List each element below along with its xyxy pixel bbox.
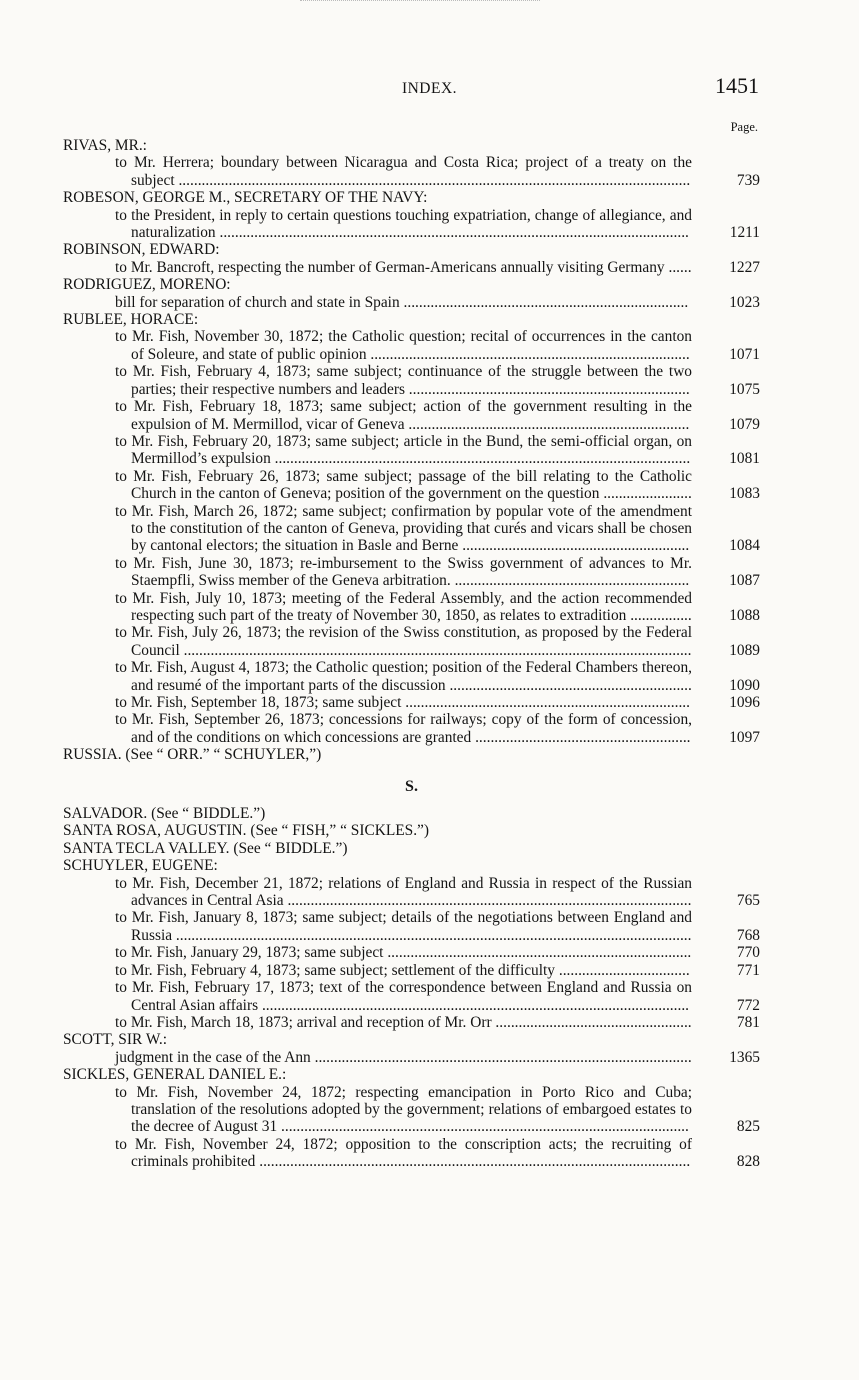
entry-page-number: 1083 — [729, 485, 760, 503]
entry-text-content: to Mr. Fish, February 17, 1873; text of the correspondence between England and Russia on Central Asian affairs — [115, 979, 692, 1014]
index-entry — [115, 468, 760, 503]
index-heading: RUSSIA. (See “ ORR.” “ SCHUYLER,”) — [63, 746, 322, 764]
entry-text-content: to Mr. Fish, January 8, 1873; same subject; details of the negotiations between England and Russia — [115, 909, 692, 944]
entry-page-number: 1079 — [729, 415, 760, 433]
entry-text — [115, 468, 692, 503]
dot-leader: ................ — [630, 606, 692, 624]
dot-leader: .......................................................................................................... — [281, 1118, 689, 1136]
dot-leader: ......................................................................................................... — [287, 892, 692, 910]
entry-text — [115, 154, 692, 189]
entry-page-number: 1227 — [729, 258, 760, 276]
entry-text-content: to Mr. Fish, December 21, 1872; relations of England and Russia in respect of the Russian advances in Central Asia — [115, 874, 692, 910]
entry-text-content: to Mr. Fish, August 4, 1873; the Catholic question; position of the Federal Chambers thereon, and resumé of the important parts of the discussion — [115, 659, 692, 694]
dot-leader: ....................... — [603, 485, 692, 503]
entry-page-number: 772 — [736, 996, 760, 1014]
entry-text — [115, 944, 692, 961]
dot-leader: ..................................................................................................................................... — [178, 171, 691, 189]
entry-text — [115, 363, 692, 398]
entry-page-number: 771 — [736, 961, 760, 979]
page-column-label: Page. — [730, 120, 758, 134]
index-heading: SCHUYLER, EUGENE: — [63, 857, 218, 875]
index-entry — [115, 294, 760, 311]
entry-text — [115, 1084, 692, 1136]
entry-text — [115, 503, 692, 555]
dot-leader: ................................................................................................................ — [259, 1153, 691, 1171]
entry-text — [115, 590, 692, 625]
entry-text-content: to Mr. Fish, February 4, 1873; same subject; continuance of the struggle between the two parties; their respective numbers and leaders — [115, 363, 692, 398]
entry-text — [115, 1049, 692, 1066]
dot-leader: ................................................... — [495, 1013, 692, 1031]
entry-text-content: to Mr. Fish, November 30, 1872; the Catholic question; recital of occurrences in the canton of Soleure, and state of public opinion — [115, 328, 692, 363]
entry-page-number: 765 — [736, 892, 760, 910]
entry-page-number: 828 — [736, 1153, 760, 1171]
entry-page-number: 770 — [736, 944, 760, 962]
index-heading: SALVADOR. (See “ BIDDLE.”) — [63, 805, 266, 823]
entry-text — [115, 259, 692, 276]
index-heading: SCOTT, SIR W.: — [63, 1031, 168, 1049]
entry-text-content: to Mr. Fish, July 26, 1873; the revision of the Swiss constitution, as proposed by the Federal Council — [115, 624, 692, 659]
index-entry — [115, 944, 760, 961]
index-entry — [115, 624, 760, 659]
dot-leader: ............................................................. — [454, 572, 690, 590]
entry-page-number: 1097 — [729, 728, 760, 746]
entry-text-content: to Mr. Fish, June 30, 1873; re-imbursement to the Swiss government of advances to Mr. Staempfli, Swiss member of the Geneva arbitration. — [115, 554, 692, 590]
entry-text-content: to Mr. Fish, February 20, 1873; same subject; article in the Bund, the semi-official organ, on Mermillod’s expulsion — [115, 432, 692, 468]
entry-page-number: 739 — [736, 171, 760, 189]
entry-text-content: to Mr. Fish, March 26, 1872; same subject; confirmation by popular vote of the amendment to the constitution of the canton of Geneva, providing that curés and vicars shall be chosen by cantonal electors; the situation in Basle and Berne — [115, 502, 692, 555]
index-entry — [115, 259, 760, 276]
dot-leader: .......................................................................... — [405, 694, 690, 711]
index-heading: ROBESON, GEORGE M., SECRETARY OF THE NAVY: — [63, 189, 428, 207]
index-entry — [115, 1084, 760, 1136]
entry-page-number: 1211 — [729, 224, 760, 242]
entry-text — [115, 711, 692, 746]
index-entry — [115, 590, 760, 625]
index-heading: RIVAS, MR.: — [63, 137, 147, 154]
dot-leader: ......................................................................... — [408, 380, 690, 398]
running-head-title: INDEX. — [401, 80, 458, 97]
entry-page-number: 1081 — [729, 450, 760, 468]
index-entry — [115, 875, 760, 910]
entry-page-number: 781 — [736, 1013, 760, 1031]
entry-text — [115, 555, 692, 590]
entry-text-content: to Mr. Fish, November 24, 1872; respecting emancipation in Porto Rico and Cuba; translation of the resolutions adopted by the government; relations of embargoed estates to the decree of August 31 — [115, 1083, 692, 1136]
entry-page-number: 1071 — [729, 345, 760, 363]
index-content — [63, 137, 760, 1171]
entry-text — [115, 207, 692, 242]
entry-page-number: 1365 — [729, 1048, 760, 1066]
index-entry — [115, 659, 760, 694]
entry-text-content: to Mr. Herrera; boundary between Nicaragua and Costa Rica; project of a treaty on the subject — [115, 154, 692, 189]
entry-text-content: to the President, in reply to certain questions touching expatriation, change of allegiance, and naturalization — [115, 206, 692, 242]
section-letter: S. — [405, 777, 418, 795]
index-entry — [115, 207, 760, 242]
index-entry — [115, 909, 760, 944]
entry-page-number: 1096 — [729, 694, 760, 711]
index-entry — [115, 154, 760, 189]
dot-leader: .................................................................................................. — [314, 1048, 692, 1066]
dot-leader: ......................................................................... — [408, 415, 690, 433]
index-heading: SANTA TECLA VALLEY. (See “ BIDDLE.”) — [63, 839, 348, 857]
dot-leader: ...................................................................................................................................... — [175, 926, 692, 944]
dot-leader: ............................................................................... — [387, 944, 692, 962]
entry-page-number: 1075 — [729, 380, 760, 398]
index-heading: RUBLEE, HORACE: — [63, 311, 199, 329]
entry-page-number: 1023 — [729, 293, 760, 311]
entry-text — [115, 1014, 692, 1031]
dot-leader: .................................. — [558, 961, 690, 979]
index-heading: ROBINSON, EDWARD: — [63, 241, 220, 259]
entry-text-content: to Mr. Fish, January 29, 1873; same subject — [115, 944, 388, 962]
entry-text — [115, 909, 692, 944]
entry-text — [115, 433, 692, 468]
dot-leader: ........................................................ — [475, 728, 691, 746]
entry-text-content: to Mr. Bancroft, respecting the number of German-Americans annually visiting Germany — [115, 258, 669, 276]
index-entry — [115, 398, 760, 433]
dot-leader: .......................................................................... — [403, 293, 689, 311]
page-number: 1451 — [715, 73, 759, 98]
index-entry — [115, 503, 760, 555]
entry-text-content: to Mr. Fish, September 26, 1873; concessions for railways; copy of the form of concession, and of the conditions on which concessions are granted — [115, 711, 692, 746]
entry-text — [115, 624, 692, 659]
entry-text — [115, 694, 692, 711]
entry-text-content: to Mr. Fish, February 4, 1873; same subject; settlement of the difficulty — [115, 961, 559, 979]
entry-page-number: 1087 — [729, 572, 760, 590]
index-entry — [115, 694, 760, 711]
entry-page-number: 768 — [736, 926, 760, 944]
index-heading: RODRIGUEZ, MORENO: — [63, 276, 231, 294]
index-entry — [115, 979, 760, 1014]
entry-text-content: judgment in the case of the Ann — [115, 1048, 315, 1066]
dot-leader: ........................................................... — [462, 537, 690, 555]
index-entry — [115, 433, 760, 468]
entry-page-number: 1090 — [729, 676, 760, 694]
entry-page-number: 825 — [736, 1118, 760, 1136]
entry-text-content: to Mr. Fish, November 24, 1872; opposition to the conscription acts; the recruiting of criminals prohibited — [115, 1135, 692, 1171]
entry-text-content: to Mr. Fish, March 18, 1873; arrival and reception of Mr. Orr — [115, 1013, 496, 1031]
index-heading: SICKLES, GENERAL DANIEL E.: — [63, 1066, 287, 1084]
index-entry — [115, 328, 760, 363]
entry-text — [115, 398, 692, 433]
entry-text-content: bill for separation of church and state in Spain — [115, 293, 404, 311]
entry-text — [115, 328, 692, 363]
entry-text — [115, 1136, 692, 1171]
entry-text — [115, 659, 692, 694]
scan-artifact-line — [300, 0, 540, 5]
index-entry — [115, 1014, 760, 1031]
dot-leader: ................................................................................... — [370, 345, 690, 363]
entry-text — [115, 294, 692, 311]
entry-text — [115, 962, 692, 979]
entry-text-content: to Mr. Fish, July 10, 1873; meeting of the Federal Assembly, and the action recommended respecting such part of the treaty of November 30, 1850, as relates to extradition — [115, 589, 692, 624]
entry-text-content: to Mr. Fish, February 26, 1873; same subject; passage of the bill relating to the Catholic Church in the canton of Geneva; position of the government on the question — [115, 467, 692, 503]
index-entry — [115, 363, 760, 398]
entry-text — [115, 875, 692, 910]
entry-text-content: to Mr. Fish, September 18, 1873; same subject — [115, 694, 406, 711]
dot-leader: ............................................................................................................... — [261, 996, 690, 1014]
dot-leader: ............................................................................................................ — [274, 450, 691, 468]
entry-page-number: 1084 — [729, 537, 760, 555]
dot-leader: .................................................................................................................................... — [183, 641, 692, 659]
entry-text-content: to Mr. Fish, February 18, 1873; same subject; action of the government resulting in the expulsion of M. Mermillod, vicar of Geneva — [115, 398, 692, 433]
dot-leader: .......................................................................................................................... — [219, 224, 689, 242]
index-entry — [115, 1049, 760, 1066]
index-entry — [115, 711, 760, 746]
entry-page-number: 1089 — [729, 641, 760, 659]
index-entry — [115, 555, 760, 590]
entry-page-number: 1088 — [729, 606, 760, 624]
index-entry — [115, 962, 760, 979]
index-heading: SANTA ROSA, AUGUSTIN. (See “ FISH,” “ SICKLES.”) — [63, 822, 429, 840]
dot-leader: ...... — [668, 258, 692, 276]
index-entry — [115, 1136, 760, 1171]
entry-text — [115, 979, 692, 1014]
dot-leader: ............................................................... — [449, 676, 692, 694]
